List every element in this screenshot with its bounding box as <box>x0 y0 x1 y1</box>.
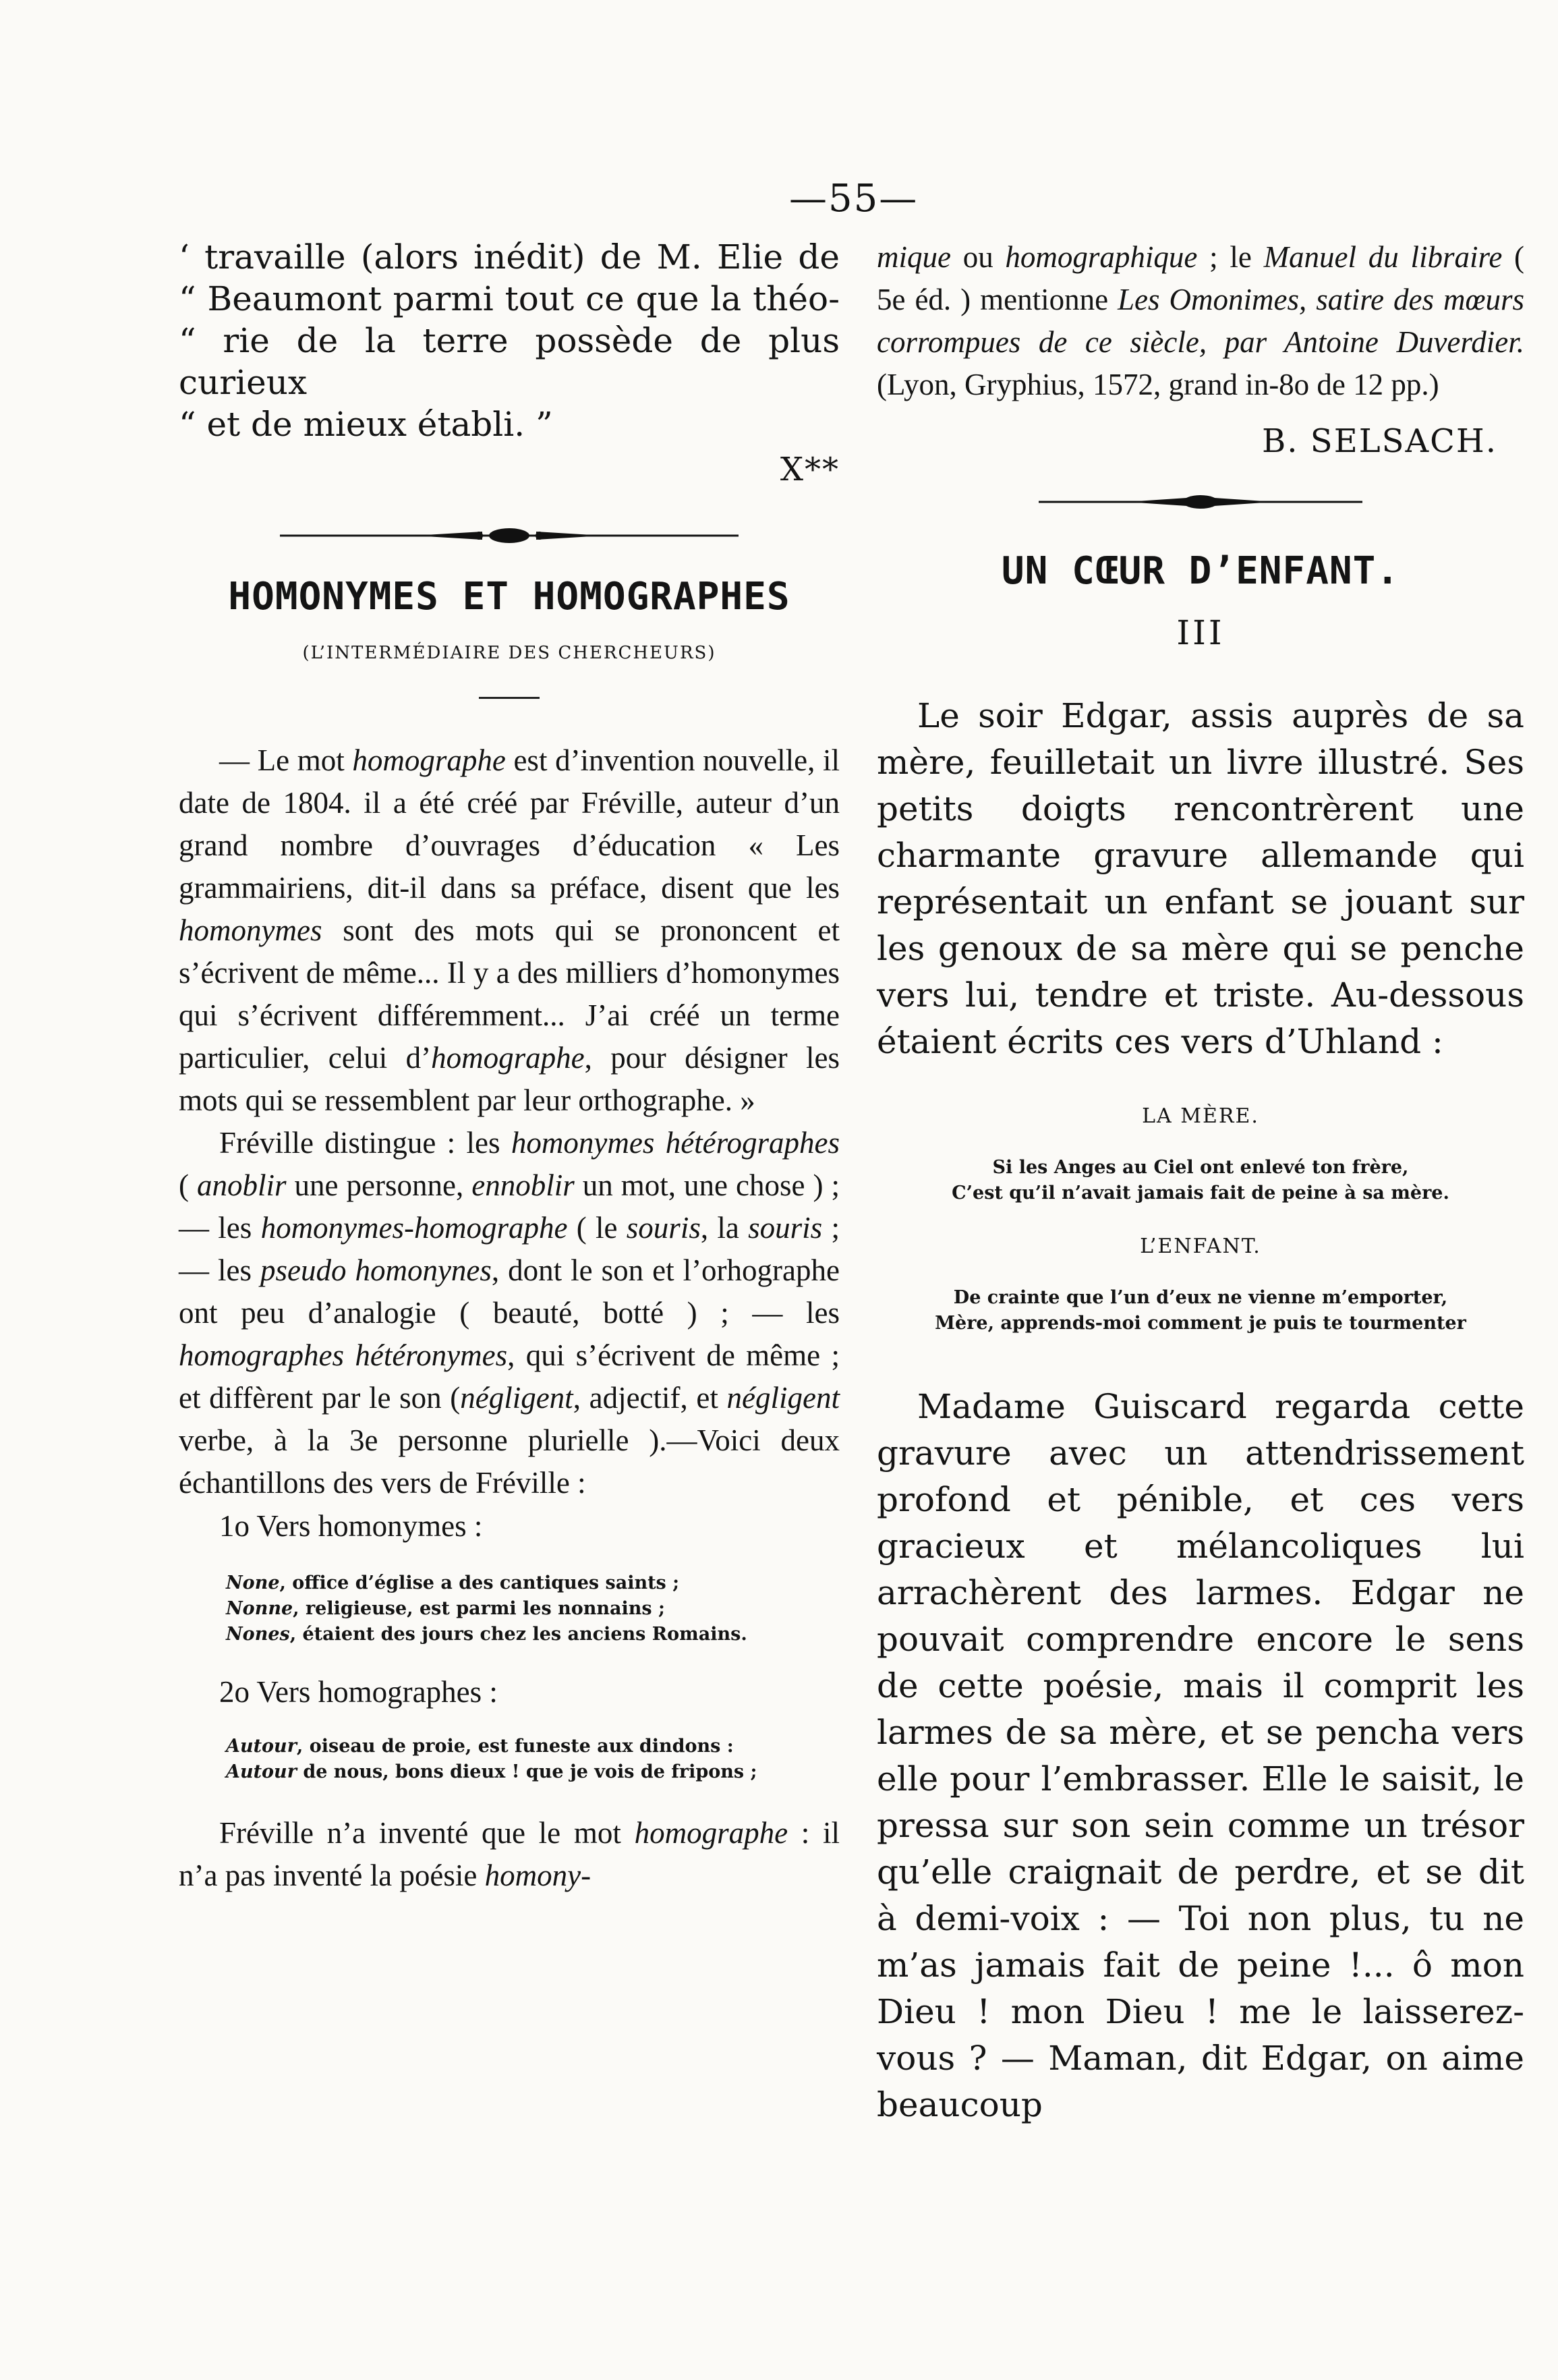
list-item-homonymes: 1o Vers homonymes : <box>219 1509 483 1543</box>
short-rule <box>479 697 540 699</box>
list-item-homographes: 2o Vers homographes : <box>219 1675 498 1709</box>
paragraph-continuation: mique ou homographique ; le Manuel du libraire ( 5e éd. ) mentionne Les Omonimes, satire des mœurs corrompues de ce siècle, par Antoine Duverdier. (Lyon, Gryphius, 1572, grand in-8o de 12 pp.) <box>877 240 1524 401</box>
ornament-divider <box>280 522 739 549</box>
verse-line: Mère, apprends-moi comment je puis te tourmenter <box>935 1313 1466 1334</box>
ornament-divider <box>1039 488 1362 515</box>
story-paragraph: Le soir Edgar, assis auprès de sa mère, feuilletait un livre illustré. Ses petits doigts rencontrèrent une charmante gravure allemande qui représentait un enfant se jouant sur les genoux de sa mère qui se penche vers lui, tendre et triste. Au-dessous étaient écrits ces vers d’Uhland : <box>877 696 1524 1061</box>
article-source: (L’INTERMÉDIAIRE DES CHERCHEURS) <box>302 643 716 663</box>
quote-line: “ rie de la terre possède de plus curieux <box>179 321 840 402</box>
verse-homographes <box>179 1734 840 1785</box>
verse-line: Autour de nous, bons dieux ! que je vois de fripons ; <box>226 1761 757 1782</box>
chapter-number: III <box>1176 613 1225 652</box>
story-paragraph: Madame Guiscard regarda cette gravure avec un attendrissement profond et pénible, et ces vers gracieux et mélancoliques lui arrachèrent des larmes. Edgar ne pouvait comprendre encore le sens de cette poésie, mais il comprit les larmes de sa mère, et se pencha vers elle pour l’embrasser. Elle le saisit, le pressa sur son sein comme un trésor qu’elle craignait de perdre, et se dit à demi-voix : — Toi non plus, tu ne m’as jamais fait de peine !... ô mon Dieu ! mon Dieu ! me le laisserez-vous ? — Maman, dit Edgar, on aime beaucoup <box>877 1387 1524 2124</box>
story-heading: UN CŒUR D’ENFANT. <box>1001 549 1400 593</box>
poem-enfant <box>877 1285 1524 1336</box>
verse-line: De crainte que l’un d’eux ne vienne m’emporter, <box>953 1287 1448 1308</box>
quote-line: “ et de mieux établi. ” <box>179 405 553 444</box>
verse-line: C’est qu’il n’avait jamais fait de peine à sa mère. <box>952 1183 1449 1203</box>
verse-line: Autour, oiseau de proie, est funeste aux dindons : <box>226 1736 734 1757</box>
verse-line: None, office d’église a des cantiques saints ; <box>226 1572 680 1593</box>
signature-selsach: B. SELSACH. <box>1262 422 1497 460</box>
closing-quote <box>179 236 840 445</box>
quote-line: “ Beaumont parmi tout ce que la théo- <box>179 279 840 318</box>
left-column <box>179 236 840 1897</box>
poem-mere <box>877 1155 1524 1206</box>
signature-x: X** <box>780 451 840 488</box>
page-number: —55— <box>789 177 919 221</box>
verse-homonymes <box>179 1570 840 1647</box>
paragraph-freville: Fréville distingue : les homonymes hétérographes ( anoblir une personne, ennoblir un mot, une chose ) ; — les homonymes-homographe ( le souris, la souris ; — les pseudo homonynes, dont le son et l’orhographe ont peu d’analogie ( beauté, botté ) ; — les homographes hétéronymes, qui s’écrivent de même ; et diffèrent par le son (négligent, adjectif, et négligent verbe, à la 3e personne plurielle ).—Voici deux échantillons des vers de Fréville : <box>179 1126 840 1500</box>
poem-title-mere: LA MÈRE. <box>1142 1104 1259 1128</box>
paragraph-homographe: — Le mot homographe est d’invention nouvelle, il date de 1804. il a été créé par Fréville, auteur d’un grand nombre d’ouvrages d’éducation « Les grammairiens, dit-il dans sa préface, disent que les homonymes sont des mots qui se prononcent et s’écrivent de même... Il y a des milliers d’homonymes qui s’écrivent différemment... J’ai créé un terme particulier, celui d’homographe, pour désigner les mots qui se ressemblent par leur orthographe. » <box>179 743 840 1117</box>
paragraph-invention: Fréville n’a inventé que le mot homographe : il n’a pas inventé la poésie homony- <box>179 1816 840 1892</box>
quote-line: ‘ travaille (alors inédit) de M. Elie de <box>179 237 840 277</box>
verse-line: Nonne, religieuse, est parmi les nonnains ; <box>226 1598 665 1619</box>
article-heading: HOMONYMES ET HOMOGRAPHES <box>228 575 790 619</box>
right-column <box>877 236 1524 2128</box>
verse-line: Si les Anges au Ciel ont enlevé ton frère, <box>992 1157 1409 1178</box>
verse-line: Nones, étaient des jours chez les anciens Romains. <box>226 1624 747 1645</box>
poem-title-enfant: L’ENFANT. <box>1140 1235 1261 1258</box>
